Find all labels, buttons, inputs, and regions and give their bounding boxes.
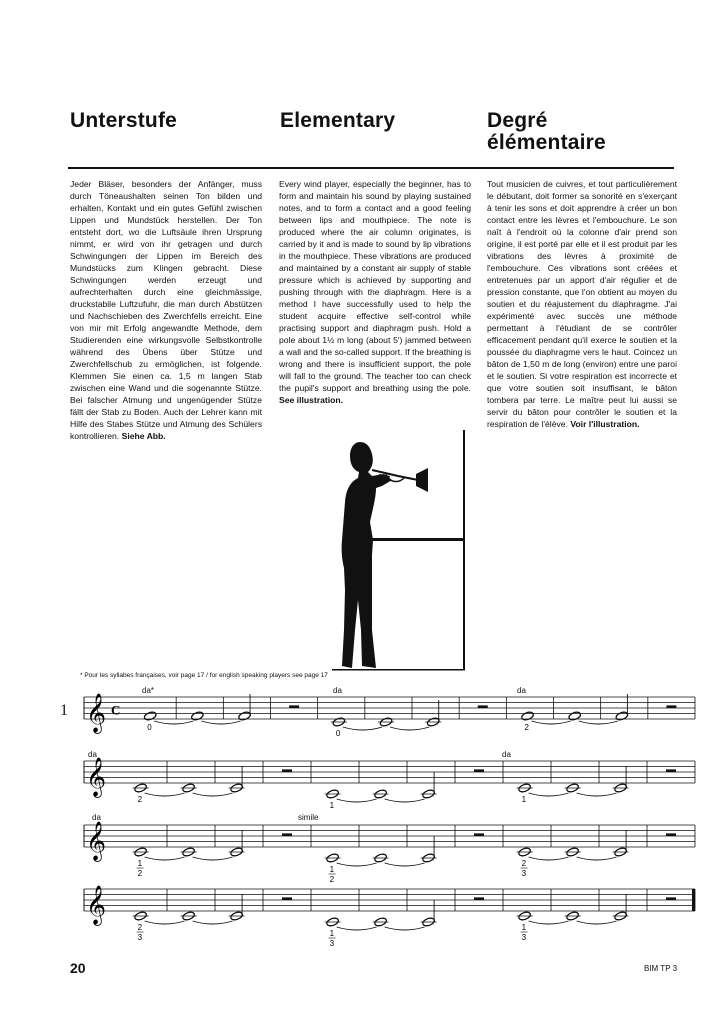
tie: [145, 857, 185, 860]
fingering-number: 1: [137, 859, 143, 868]
half-rest: [282, 897, 292, 900]
half-rest: [474, 897, 484, 900]
tie: [532, 721, 571, 724]
syllable-simile: simile: [298, 813, 319, 822]
half-rest: [474, 769, 484, 772]
note-head: [143, 711, 157, 721]
fingering-number: 1: [521, 923, 527, 932]
tie: [579, 721, 618, 724]
page-number: 20: [70, 960, 86, 976]
tie: [337, 799, 377, 802]
fingering-number: 0: [335, 729, 341, 738]
half-rest: [666, 705, 676, 708]
syllable-da: da: [333, 686, 342, 695]
half-rest: [666, 897, 676, 900]
tie: [385, 799, 425, 802]
tie: [529, 857, 569, 860]
column-french-ref: Voir l'illustration.: [570, 419, 640, 429]
heading-french-line1: Degré: [487, 109, 548, 132]
series-code: BIM TP 3: [644, 964, 678, 973]
tie: [390, 727, 429, 730]
half-rest: [666, 833, 676, 836]
fingering-number: 3: [137, 933, 143, 942]
note-head: [568, 711, 582, 721]
fingering-number: 2: [329, 875, 335, 884]
fingering-number: 0: [147, 723, 152, 732]
treble-clef-icon: 𝄞: [86, 757, 107, 797]
time-signature: C: [111, 702, 121, 718]
note-head: [191, 711, 205, 721]
heading-english: Elementary: [280, 109, 396, 132]
tie: [529, 793, 569, 796]
tie: [154, 721, 193, 724]
tie: [193, 793, 233, 796]
final-barline: [692, 889, 695, 911]
tie: [193, 857, 233, 860]
tie: [343, 727, 382, 730]
half-rest: [289, 705, 299, 708]
column-german-ref: Siehe Abb.: [121, 431, 166, 441]
treble-clef-icon: 𝄞: [86, 885, 107, 925]
fingering-number: 1: [329, 929, 335, 938]
half-rest: [282, 833, 292, 836]
column-english-text: Every wind player, especially the beginner, has to form and maintain his sound by playing sustained notes, and to form a contact and a good feeling between lips and mouthpiece. The note is produced where the air column originates, is carried by it and is made to sound by lip vibrations in the mouthpiece. These vibrations are produced and maintained by a constant air supply of stable pressure which is achieved by supporting and pushing through with the diaphragm. Here is a method I have successfully used to help the student acquire effective self-control while practising support and diaphragm push. Hold a pole about 1½ m long (about 5') jammed between a wall and the so-called support. If the breathing is wrong and there is insufficient support, the pole will fall to the ground. The teacher too can check the pupil's support and breathing using the pole.: [279, 179, 471, 393]
note-head: [521, 711, 535, 721]
syllable-da-asterisk: da*: [142, 686, 155, 695]
fingering-number: 2: [137, 795, 143, 804]
column-english-ref: See illustration.: [279, 395, 343, 405]
tie: [385, 863, 425, 866]
fingering-number: 1: [329, 865, 335, 874]
footnote: * Pour les syllabes françaises, voir page 17 / for english speaking players see page 17: [80, 672, 328, 679]
heading-german: Unterstufe: [70, 109, 178, 132]
treble-clef-icon: 𝄞: [86, 821, 107, 861]
tie: [577, 857, 617, 860]
tie: [577, 793, 617, 796]
syllable-da: da: [88, 750, 97, 759]
column-german-text: Jeder Bläser, besonders der Anfänger, muss durch Töneaushalten seinen Ton bilden und erhalten, Kontakt und ein gutes Gefühl zwischen Lippen und Mundstück herstellen. Der Ton entsteht dort, wo die Luftsäule ihren Ursprung nimmt, er wird von ihr getragen und durch Schwingungen der Lippen im Bereich des Mundstücks zum Klingen gebracht. Diese Schwingungen werden erzeugt und aufrechterhalten durch eine gleichmässige, druckstabile Luftzufuhr, die man durch Abstützen und Nachschieben des Zwerchfells erreicht. Eine von mir mit Erfolg angewandte Methode, dem Studierenden eine wirkungsvolle Selbstkontrolle während des Übens über Stütze und Zwerchfellschub zu ermöglichen, ist folgende. Klemmen Sie einen ca. 1,5 m langen Stab zwischen eine Wand und die sogenannte Stütze. Bei falscher Atmung und ungenügender Stütze fällt der Stab zu Boden. Auch der Lehrer kann mit Hilfe des Stabes Stütze und Atmung des Schülers kontrollieren.: [70, 179, 262, 441]
tie: [337, 927, 377, 930]
note-head: [615, 711, 629, 721]
syllable-da: da: [517, 686, 526, 695]
tie: [201, 721, 240, 724]
half-rest: [666, 769, 676, 772]
heading-french-line2: élémentaire: [487, 131, 606, 154]
exercise-number: 1: [60, 702, 68, 719]
fingering-number: 2: [521, 859, 527, 868]
fingering-number: 3: [329, 939, 335, 948]
treble-clef-icon: 𝄞: [86, 693, 107, 733]
tie: [145, 793, 185, 796]
tie: [385, 927, 425, 930]
half-rest: [282, 769, 292, 772]
syllable-da: da: [502, 750, 511, 759]
half-rest: [478, 705, 488, 708]
syllable-da: da: [92, 813, 101, 822]
note-head: [238, 711, 252, 721]
fingering-number: 2: [524, 723, 530, 732]
tie: [337, 863, 377, 866]
half-rest: [474, 833, 484, 836]
fingering-number: 1: [329, 801, 335, 810]
tie: [193, 921, 233, 924]
fingering-number: 1: [521, 795, 527, 804]
tie: [577, 921, 617, 924]
fingering-number: 2: [137, 869, 143, 878]
tie: [529, 921, 569, 924]
fingering-number: 2: [137, 923, 143, 932]
tie: [145, 921, 185, 924]
column-french-text: Tout musicien de cuivres, et tout particulièrement le débutant, doit former sa sonorité en s'exerçant à tenir les sons et doit apprendre à créer un bon contact entre les lèvres et l'embouchure. Le son naît à l'endroit où la colonne d'air prend son origine, il est porté par elle et il est produit par les vibrations des lèvres à proximité de l'embouchure. Ces vibrations sont créées et entretenues par un apport d'air régulier et de pression constante, que l'on obtient au moyen du soutien et du réajustement du diaphragme. J'ai expérimenté avec succès une méthode permettant à l'étudiant de se contrôler efficacement pendant qu'il exerce le soutien et la poussée du diaphragme vers le haut. Coincez un bâton de 1,50 m de long (environ) entre une paroi et le soutien. Si votre respiration est incorrecte et que votre soutien soit insuffisant, le bâton tombera par terre. Le maître peut lui aussi se servir du bâton pour contrôler le soutien et la respiration de l'élève.: [487, 179, 677, 429]
fingering-number: 3: [521, 933, 527, 942]
fingering-number: 3: [521, 869, 527, 878]
